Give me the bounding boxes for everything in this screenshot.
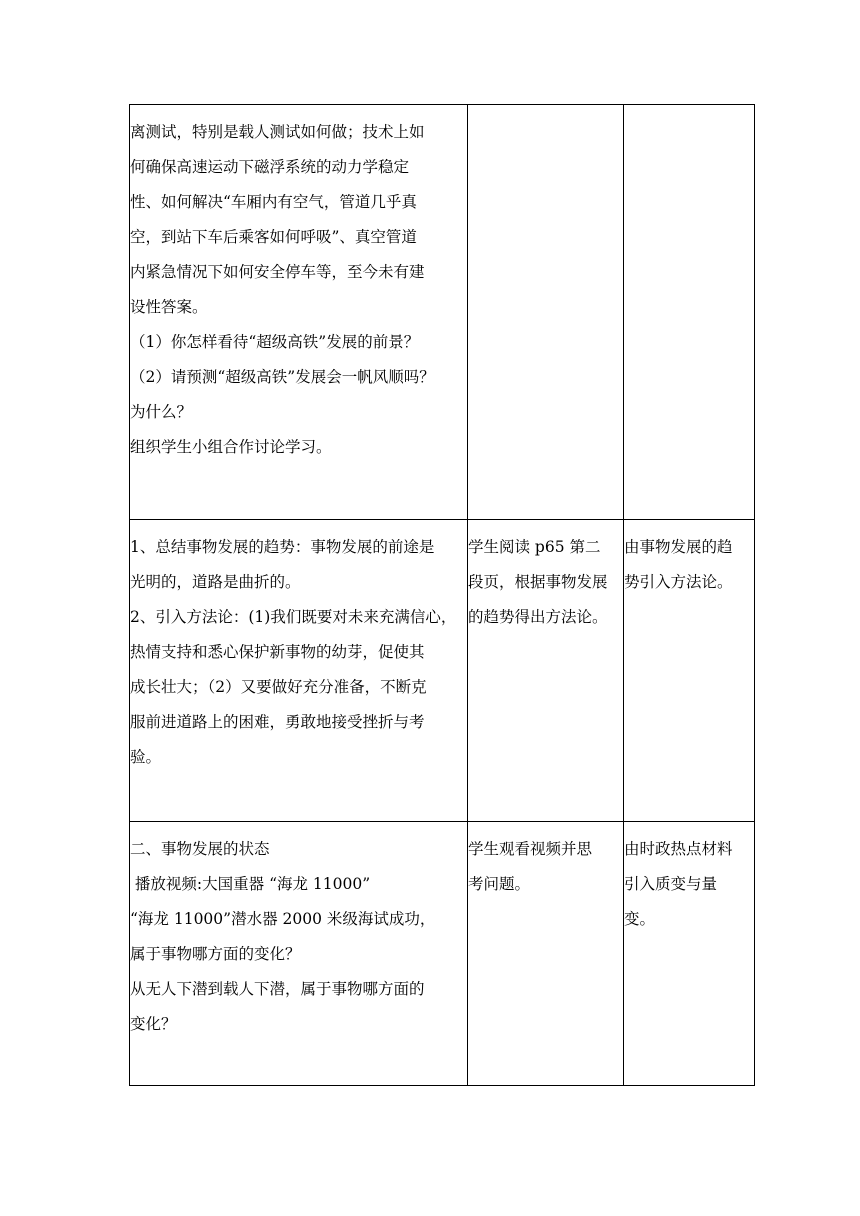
text-line: 离测试，特别是载人测试如何做；技术上如 — [130, 123, 425, 141]
text-line: 属于事物哪方面的变化？ — [130, 945, 301, 963]
text-line: 验。 — [130, 748, 162, 766]
text-line: 性、如何解决“车厢内有空气，管道几乎真 — [130, 193, 417, 211]
text-line: 的趋势得出方法论。 — [468, 608, 608, 626]
text-line: 势引入方法论。 — [624, 573, 733, 591]
text-line: 段页，根据事物发展 — [468, 573, 608, 591]
design-intent-cell — [624, 822, 755, 1086]
text-line: 学生阅读 p65 第二 — [468, 538, 601, 556]
design-intent-cell — [624, 520, 755, 822]
text-line: （1）你怎样看待“超级高铁”发展的前景？ — [130, 333, 420, 351]
table-row — [130, 105, 755, 520]
text-line: 内紧急情况下如何安全停车等，至今未有建 — [130, 263, 425, 281]
lesson-plan-table — [129, 104, 755, 1086]
text-line: 由事物发展的趋 — [624, 538, 733, 556]
text-line: 考问题。 — [468, 875, 531, 893]
table-row — [130, 822, 755, 1086]
text-line: 引入质变与量 — [624, 875, 718, 893]
text-line: 成长壮大；（2）又要做好充分准备，不断克 — [130, 678, 427, 696]
design-intent-cell — [624, 105, 755, 520]
text-line: 服前进道路上的困难，勇敢地接受挫折与考 — [130, 713, 425, 731]
text-line: 光明的，道路是曲折的。 — [130, 573, 301, 591]
text-line: 为什么？ — [130, 403, 193, 421]
table-row — [130, 520, 755, 822]
content-cell — [130, 105, 468, 520]
text-line: 空，到站下车后乘客如何呼吸”、真空管道 — [130, 228, 417, 246]
student-activity-cell — [468, 105, 624, 520]
text-line: 热情支持和悉心保护新事物的幼芽，促使其 — [130, 643, 425, 661]
student-activity-cell — [468, 520, 624, 822]
text-line: 1、总结事物发展的趋势：事物发展的前途是 — [130, 538, 435, 556]
text-line: 设性答案。 — [130, 298, 208, 316]
text-line: 何确保高速运动下磁浮系统的动力学稳定 — [130, 158, 410, 176]
text-line: 变化？ — [130, 1015, 177, 1033]
text-line: 2、引入方法论：(1)我们既要对未来充满信心， — [130, 608, 457, 626]
text-line: （2）请预测“超级高铁”发展会一帆风顺吗？ — [130, 368, 435, 386]
text-line: 组织学生小组合作讨论学习。 — [130, 438, 332, 456]
text-line: 二、事物发展的状态 — [130, 840, 270, 858]
text-line: 从无人下潜到载人下潜，属于事物哪方面的 — [130, 980, 425, 998]
text-line: 由时政热点材料 — [624, 840, 733, 858]
content-cell — [130, 520, 468, 822]
text-line: “海龙 11000”潜水器 2000 米级海试成功， — [130, 910, 436, 928]
content-cell — [130, 822, 468, 1086]
text-line: 变。 — [624, 910, 656, 928]
text-line: 播放视频:大国重器 “海龙 11000” — [130, 875, 371, 893]
text-line: 学生观看视频并思 — [468, 840, 593, 858]
student-activity-cell — [468, 822, 624, 1086]
